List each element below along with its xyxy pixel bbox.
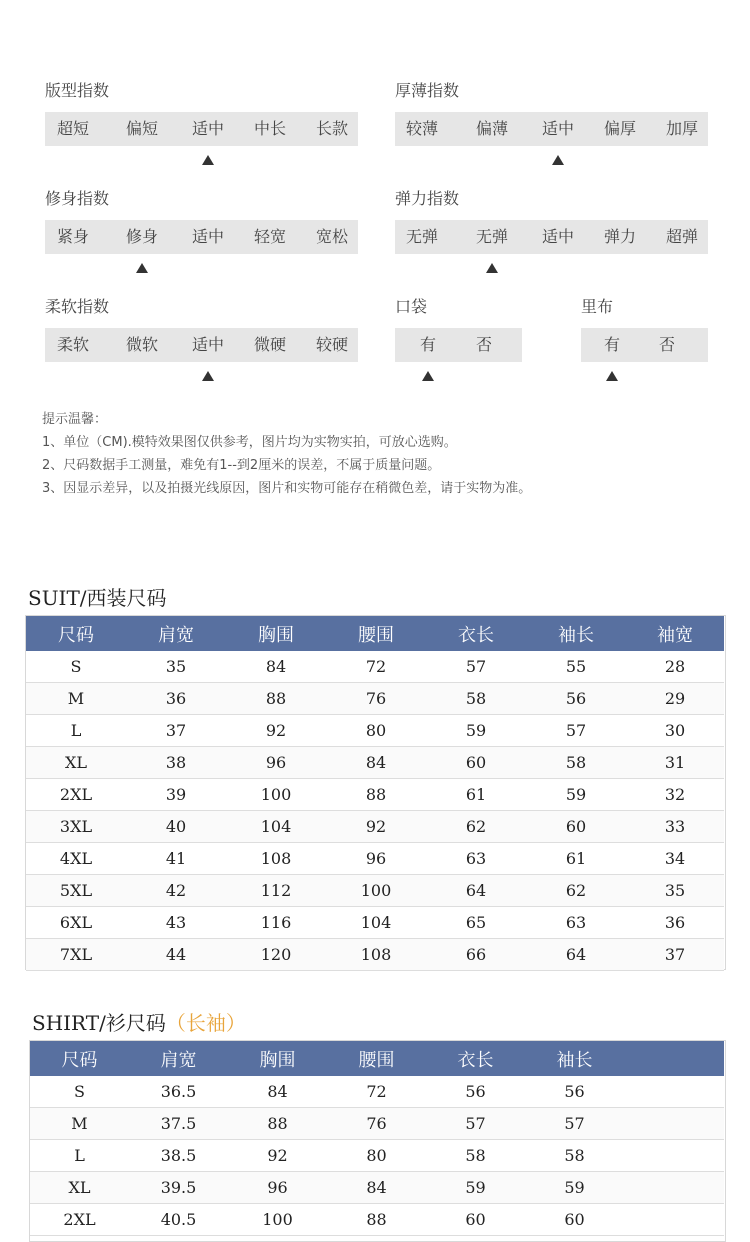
table-cell: 116 — [226, 907, 326, 939]
table-cell: 92 — [228, 1140, 327, 1172]
table-cell: 56 — [526, 683, 626, 715]
table-cell: 60 — [526, 811, 626, 843]
table-cell: 6XL — [26, 907, 126, 939]
table-cell: 2XL — [26, 779, 126, 811]
table-cell: 80 — [326, 715, 426, 747]
index-scale-bar — [395, 328, 522, 362]
column-header: 袖长 — [526, 616, 626, 651]
table-row — [26, 811, 724, 843]
index-option: 偏短 — [125, 119, 158, 138]
tips-block — [42, 408, 531, 500]
index-option: 适中 — [541, 227, 574, 246]
table-cell: 57 — [526, 715, 626, 747]
index-scale-bar — [45, 220, 358, 254]
index-title: 厚薄指数 — [395, 81, 460, 100]
column-header: 袖长 — [525, 1041, 624, 1076]
column-header: 肩宽 — [129, 1041, 228, 1076]
table-row — [26, 779, 724, 811]
shirt-title-text: SHIRT/衫尺码 — [32, 1011, 166, 1035]
table-cell: XL — [30, 1172, 129, 1204]
table-row — [26, 683, 724, 715]
table-cell: 35 — [126, 651, 226, 683]
table-cell: 58 — [426, 1140, 525, 1172]
index-option: 有 — [419, 335, 436, 354]
column-header — [624, 1041, 724, 1076]
column-header: 衣长 — [426, 616, 526, 651]
table-cell: 30 — [626, 715, 724, 747]
selected-marker-icon — [136, 263, 148, 273]
index-scale-bar — [45, 328, 358, 362]
suit-title-text: SUIT/西装尺码 — [28, 586, 167, 610]
table-cell: 60 — [525, 1204, 624, 1236]
table-cell: 60 — [426, 1204, 525, 1236]
table-cell: 100 — [228, 1204, 327, 1236]
shirt-size-table — [30, 1041, 724, 1236]
table-row — [30, 1108, 724, 1140]
index-option: 适中 — [191, 227, 224, 246]
table-cell: 88 — [228, 1108, 327, 1140]
column-header: 胸围 — [226, 616, 326, 651]
table-cell: 59 — [426, 715, 526, 747]
index-option: 无弹 — [475, 227, 508, 246]
index-option: 适中 — [191, 119, 224, 138]
index-title: 里布 — [581, 297, 614, 316]
index-option: 紧身 — [56, 227, 89, 246]
table-cell: 32 — [626, 779, 724, 811]
table-cell: 108 — [226, 843, 326, 875]
table-cell: 76 — [326, 683, 426, 715]
index-option: 超短 — [56, 119, 89, 138]
table-cell: 88 — [226, 683, 326, 715]
table-cell: 88 — [327, 1204, 426, 1236]
table-row — [26, 651, 724, 683]
column-header: 胸围 — [228, 1041, 327, 1076]
table-cell: M — [30, 1108, 129, 1140]
table-row — [30, 1204, 724, 1236]
index-title: 柔软指数 — [45, 297, 110, 316]
table-cell: 76 — [327, 1108, 426, 1140]
index-option: 长款 — [315, 119, 348, 138]
index-option: 宽松 — [315, 227, 348, 246]
index-option: 较薄 — [405, 119, 438, 138]
index-option: 适中 — [541, 119, 574, 138]
table-cell: 38.5 — [129, 1140, 228, 1172]
table-cell — [624, 1108, 724, 1140]
table-cell: 43 — [126, 907, 226, 939]
table-cell: 57 — [426, 1108, 525, 1140]
table-cell: 100 — [226, 779, 326, 811]
tip-line-3: 3、因显示差异，以及拍摄光线原因，图片和实物可能存在稍微色差，请于实物为准。 — [42, 481, 532, 496]
table-cell: 55 — [526, 651, 626, 683]
table-cell: 37.5 — [129, 1108, 228, 1140]
table-cell — [624, 1076, 724, 1108]
table-cell: 56 — [426, 1076, 525, 1108]
column-header: 腰围 — [326, 616, 426, 651]
shirt-table-title — [32, 1007, 246, 1036]
index-option: 否 — [658, 335, 675, 354]
column-header: 肩宽 — [126, 616, 226, 651]
table-cell: 35 — [626, 875, 724, 907]
index-option: 无弹 — [405, 227, 438, 246]
table-row — [26, 939, 724, 971]
column-header: 尺码 — [30, 1041, 129, 1076]
table-cell: 36 — [626, 907, 724, 939]
selected-marker-icon — [202, 155, 214, 165]
table-cell: 39 — [126, 779, 226, 811]
table-cell: S — [26, 651, 126, 683]
table-cell: 108 — [326, 939, 426, 971]
table-row — [30, 1172, 724, 1204]
table-cell — [624, 1140, 724, 1172]
selected-marker-icon — [606, 371, 618, 381]
table-cell: 36.5 — [129, 1076, 228, 1108]
column-header: 袖宽 — [626, 616, 724, 651]
table-row — [30, 1140, 724, 1172]
index-option: 中长 — [253, 119, 286, 138]
table-cell: S — [30, 1076, 129, 1108]
table-cell: 3XL — [26, 811, 126, 843]
suit-size-table — [26, 616, 724, 971]
table-cell: 88 — [326, 779, 426, 811]
table-cell: XL — [26, 747, 126, 779]
index-scale-bar — [395, 112, 708, 146]
table-cell: L — [30, 1140, 129, 1172]
table-cell: 64 — [526, 939, 626, 971]
selected-marker-icon — [422, 371, 434, 381]
table-cell: 2XL — [30, 1204, 129, 1236]
index-option: 较硬 — [315, 335, 348, 354]
tips-heading: 提示温馨： — [42, 412, 108, 427]
table-cell — [624, 1204, 724, 1236]
table-cell: 57 — [426, 651, 526, 683]
index-option: 微软 — [125, 335, 158, 354]
table-cell: 62 — [526, 875, 626, 907]
table-cell: 64 — [426, 875, 526, 907]
selected-marker-icon — [552, 155, 564, 165]
table-cell: 63 — [526, 907, 626, 939]
table-cell: 56 — [525, 1076, 624, 1108]
index-option: 轻宽 — [253, 227, 286, 246]
table-cell: 104 — [326, 907, 426, 939]
table-cell: 59 — [526, 779, 626, 811]
index-option: 柔软 — [56, 335, 89, 354]
table-cell: 7XL — [26, 939, 126, 971]
table-cell: 59 — [525, 1172, 624, 1204]
table-row — [26, 747, 724, 779]
table-row — [26, 907, 724, 939]
table-cell: 4XL — [26, 843, 126, 875]
table-cell: 104 — [226, 811, 326, 843]
table-cell: 100 — [326, 875, 426, 907]
table-cell: 65 — [426, 907, 526, 939]
index-scale-bar — [395, 220, 708, 254]
table-cell: 59 — [426, 1172, 525, 1204]
table-cell: 61 — [426, 779, 526, 811]
table-cell: 41 — [126, 843, 226, 875]
table-cell: 72 — [327, 1076, 426, 1108]
index-option: 弹力 — [603, 227, 636, 246]
table-row — [26, 715, 724, 747]
table-row — [26, 875, 724, 907]
column-header: 腰围 — [327, 1041, 426, 1076]
index-option: 偏薄 — [475, 119, 508, 138]
table-row — [26, 843, 724, 875]
table-cell: 37 — [626, 939, 724, 971]
table-cell: 92 — [326, 811, 426, 843]
index-title: 修身指数 — [45, 189, 110, 208]
table-cell: 5XL — [26, 875, 126, 907]
table-cell: 112 — [226, 875, 326, 907]
index-scale-bar — [581, 328, 708, 362]
tip-line-1: 1、单位（CM).模特效果图仅供参考，图片均为实物实拍，可放心选购。 — [42, 435, 457, 450]
table-cell: 62 — [426, 811, 526, 843]
table-cell: 28 — [626, 651, 724, 683]
table-cell: 42 — [126, 875, 226, 907]
table-cell: 60 — [426, 747, 526, 779]
table-cell: 58 — [426, 683, 526, 715]
index-title: 弹力指数 — [395, 189, 460, 208]
table-cell: 58 — [526, 747, 626, 779]
table-cell: 29 — [626, 683, 724, 715]
table-cell: 63 — [426, 843, 526, 875]
index-scale-bar — [45, 112, 358, 146]
table-cell: 37 — [126, 715, 226, 747]
table-cell: 34 — [626, 843, 724, 875]
index-option: 超弹 — [665, 227, 698, 246]
index-title: 口袋 — [395, 297, 428, 316]
table-cell: 120 — [226, 939, 326, 971]
table-cell: 33 — [626, 811, 724, 843]
table-cell: 96 — [228, 1172, 327, 1204]
shirt-title-note: （长袖） — [165, 1011, 246, 1035]
table-cell: 84 — [327, 1172, 426, 1204]
table-cell: 96 — [226, 747, 326, 779]
index-option: 偏厚 — [603, 119, 636, 138]
table-cell: 31 — [626, 747, 724, 779]
table-row — [30, 1076, 724, 1108]
table-cell: 72 — [326, 651, 426, 683]
tip-line-2: 2、尺码数据手工测量，难免有1--到2厘米的误差，不属于质量问题。 — [42, 458, 441, 473]
index-option: 修身 — [125, 227, 158, 246]
table-cell: 40.5 — [129, 1204, 228, 1236]
column-header: 尺码 — [26, 616, 126, 651]
table-cell: 38 — [126, 747, 226, 779]
table-cell: 96 — [326, 843, 426, 875]
selected-marker-icon — [486, 263, 498, 273]
table-cell: 80 — [327, 1140, 426, 1172]
table-cell: 92 — [226, 715, 326, 747]
index-option: 微硬 — [253, 335, 286, 354]
table-cell: 66 — [426, 939, 526, 971]
table-cell: 36 — [126, 683, 226, 715]
suit-table-title — [28, 582, 167, 611]
index-option: 适中 — [191, 335, 224, 354]
index-title: 版型指数 — [45, 81, 110, 100]
table-cell: 58 — [525, 1140, 624, 1172]
table-cell: 44 — [126, 939, 226, 971]
column-header: 衣长 — [426, 1041, 525, 1076]
table-cell: 84 — [226, 651, 326, 683]
index-option: 否 — [475, 335, 492, 354]
table-cell: 57 — [525, 1108, 624, 1140]
index-option: 有 — [603, 335, 620, 354]
table-cell — [624, 1172, 724, 1204]
table-cell: 84 — [228, 1076, 327, 1108]
table-cell: L — [26, 715, 126, 747]
table-cell: 40 — [126, 811, 226, 843]
table-cell: 61 — [526, 843, 626, 875]
index-option: 加厚 — [665, 119, 698, 138]
table-cell: 84 — [326, 747, 426, 779]
table-cell: 39.5 — [129, 1172, 228, 1204]
selected-marker-icon — [202, 371, 214, 381]
table-cell: M — [26, 683, 126, 715]
